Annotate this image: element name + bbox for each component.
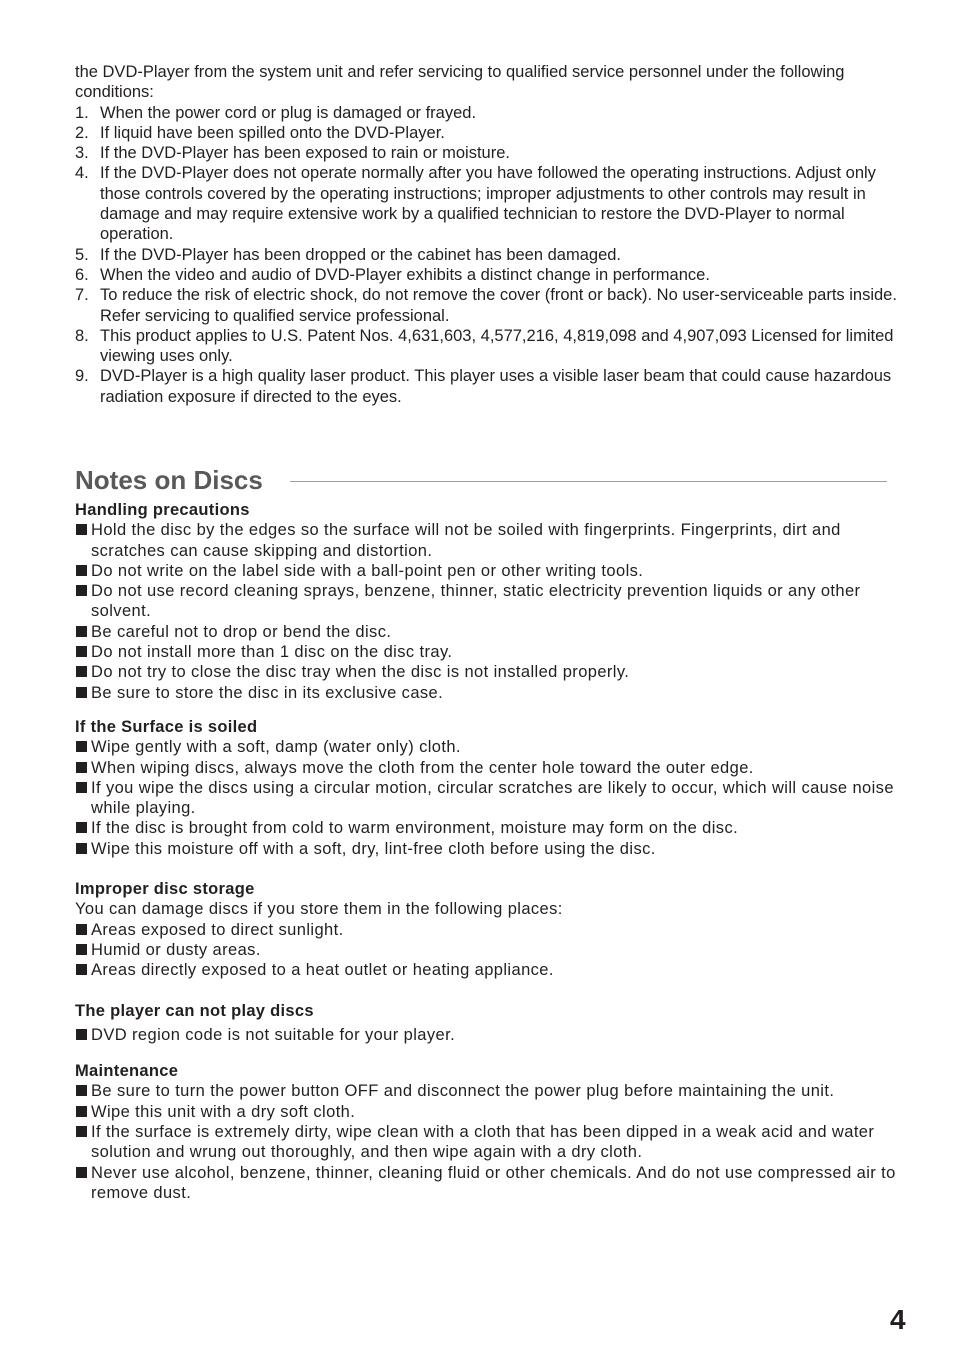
list-item [75, 520, 915, 561]
item-text: Areas directly exposed to a heat outlet or heating appliance. [91, 961, 554, 980]
item-text: Wipe this moisture off with a soft, dry, lint-free cloth before using the disc. [91, 839, 656, 858]
item-number: 9. [75, 367, 89, 386]
item-text: If the DVD-Player has been dropped or the cabinet has been damaged. [100, 245, 622, 264]
square-bullet-icon [76, 944, 87, 955]
square-bullet-icon [76, 565, 87, 576]
item-text: Wipe this unit with a dry soft cloth. [91, 1102, 356, 1121]
list-item [75, 818, 915, 838]
maintenance-title: Maintenance [75, 1062, 179, 1081]
heading-divider [290, 481, 887, 482]
square-bullet-icon [76, 1085, 87, 1096]
item-text: Areas exposed to direct sunlight. [91, 920, 344, 939]
list-item [75, 622, 915, 642]
conditions-list [75, 103, 910, 407]
item-text: To reduce the risk of electric shock, do not remove the cover (front or back). No user-serviceable parts inside. Refer servicing to qualified service professional. [100, 286, 897, 325]
page-number: 4 [890, 1304, 906, 1335]
list-item [75, 1025, 915, 1045]
item-text: If the disc is brought from cold to warm environment, moisture may form on the disc. [91, 819, 739, 838]
list-item [75, 683, 915, 703]
item-text: Wipe gently with a soft, damp (water only) cloth. [91, 738, 461, 757]
list-item [75, 143, 910, 163]
list-item [75, 561, 915, 581]
item-text: DVD region code is not suitable for your player. [91, 1025, 456, 1044]
list-item [75, 839, 915, 859]
square-bullet-icon [76, 666, 87, 677]
item-number: 3. [75, 144, 89, 163]
list-item [75, 265, 910, 285]
square-bullet-icon [76, 524, 87, 535]
item-text: Humid or dusty areas. [91, 940, 261, 959]
item-number: 6. [75, 265, 89, 284]
square-bullet-icon [76, 782, 87, 793]
list-item [75, 326, 910, 367]
list-item [75, 920, 915, 940]
list-item [75, 737, 915, 757]
safety-conditions-block [75, 62, 910, 407]
item-text: Do not use record cleaning sprays, benzene, thinner, static electricity prevention liquids or any other solvent. [91, 582, 861, 621]
square-bullet-icon [76, 687, 87, 698]
list-item [75, 778, 915, 819]
list-item [75, 366, 910, 407]
list-item [75, 123, 910, 143]
storage-list [75, 920, 915, 981]
section-heading-row [75, 465, 887, 499]
item-text: When the power cord or plug is damaged or frayed. [100, 103, 477, 122]
list-item [75, 103, 910, 123]
square-bullet-icon [76, 762, 87, 773]
storage-intro: You can damage discs if you store them in the following places: [75, 900, 563, 919]
maintenance-list [75, 1081, 915, 1203]
item-text: Hold the disc by the edges so the surface will not be soiled with fingerprints. Fingerprints, dirt and scratches can cause skipping and distortion. [91, 521, 841, 560]
list-item [75, 960, 915, 980]
item-text: Be careful not to drop or bend the disc. [91, 622, 392, 641]
list-item [75, 940, 915, 960]
item-number: 5. [75, 245, 89, 264]
list-item [75, 1102, 915, 1122]
list-item [75, 1122, 915, 1163]
cannot-play-list [75, 1025, 915, 1045]
item-number: 8. [75, 326, 89, 345]
list-item [75, 1163, 915, 1204]
handling-list [75, 520, 915, 703]
item-text: Do not write on the label side with a ball-point pen or other writing tools. [91, 561, 644, 580]
soiled-title: If the Surface is soiled [75, 717, 258, 736]
list-item [75, 662, 915, 682]
item-text: If you wipe the discs using a circular motion, circular scratches are likely to occur, which will cause noise while playing. [91, 778, 894, 818]
item-text: If the DVD-Player has been exposed to rain or moisture. [100, 144, 510, 163]
handling-title: Handling precautions [75, 501, 250, 519]
item-text: Never use alcohol, benzene, thinner, cleaning fluid or other chemicals. And do not use compressed air to remove dust. [91, 1163, 896, 1202]
list-item [75, 163, 910, 244]
square-bullet-icon [76, 646, 87, 657]
item-text: If the surface is extremely dirty, wipe clean with a cloth that has been dipped in a weak acid and water solution and wrung out thoroughly, and then wipe again with a dry cloth. [91, 1123, 875, 1162]
notes-on-discs [75, 500, 915, 1203]
item-number: 4. [75, 164, 89, 183]
square-bullet-icon [76, 1167, 87, 1178]
item-text: If liquid have been spilled onto the DVD-Player. [100, 123, 445, 142]
square-bullet-icon [76, 1029, 87, 1040]
list-item [75, 1081, 915, 1101]
item-text: When wiping discs, always move the cloth from the center hole toward the outer edge. [91, 758, 754, 777]
section-title: Notes on Discs [75, 465, 263, 495]
square-bullet-icon [76, 964, 87, 975]
item-text: Do not install more than 1 disc on the disc tray. [91, 643, 453, 662]
soiled-list [75, 737, 915, 859]
item-text: Do not try to close the disc tray when the disc is not installed properly. [91, 663, 630, 682]
square-bullet-icon [76, 1126, 87, 1137]
square-bullet-icon [76, 741, 87, 752]
list-item [75, 581, 915, 622]
item-number: 2. [75, 123, 89, 142]
item-number: 1. [75, 103, 89, 122]
storage-title: Improper disc storage [75, 880, 255, 899]
list-item [75, 285, 910, 326]
list-item [75, 642, 915, 662]
list-item [75, 758, 915, 778]
square-bullet-icon [76, 1106, 87, 1117]
item-text: Be sure to store the disc in its exclusive case. [91, 683, 444, 702]
list-item [75, 245, 910, 265]
item-text: Be sure to turn the power button OFF and disconnect the power plug before maintaining the unit. [91, 1082, 835, 1101]
cannot-play-title: The player can not play discs [75, 1001, 314, 1020]
square-bullet-icon [76, 924, 87, 935]
intro-paragraph: the DVD-Player from the system unit and refer servicing to qualified service personnel under the following conditions: [75, 63, 845, 102]
square-bullet-icon [76, 843, 87, 854]
item-text: This product applies to U.S. Patent Nos. 4,631,603, 4,577,216, 4,819,098 and 4,907,093 Licensed for limited viewing uses only. [100, 326, 894, 366]
item-number: 7. [75, 286, 89, 305]
item-text: DVD-Player is a high quality laser product. This player uses a visible laser beam that could cause hazardous radiation exposure if directed to the eyes. [100, 367, 892, 406]
item-text: When the video and audio of DVD-Player exhibits a distinct change in performance. [100, 265, 710, 284]
square-bullet-icon [76, 822, 87, 833]
item-text: If the DVD-Player does not operate normally after you have followed the operating instructions. Adjust only those controls covered by the operating instructions; improper adjustments to other controls may result in damage and may require extensive work by a qualified technician to restore the DVD-Player to normal operation. [100, 164, 876, 244]
square-bullet-icon [76, 585, 87, 596]
square-bullet-icon [76, 626, 87, 637]
